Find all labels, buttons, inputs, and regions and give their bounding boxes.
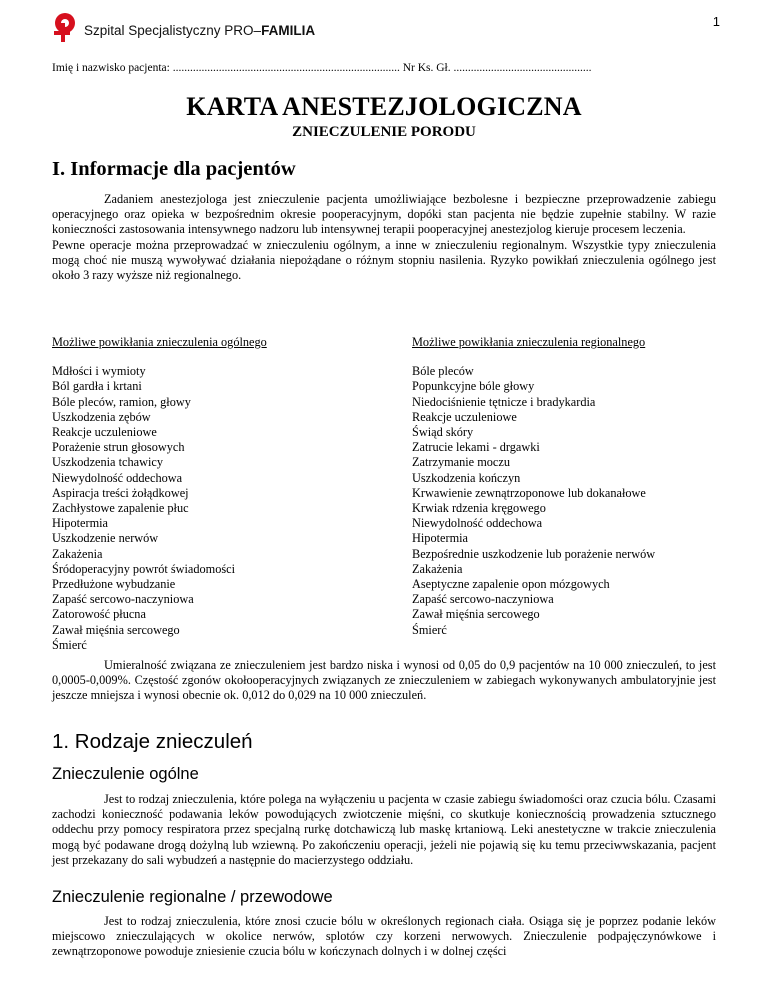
general-complication-item: Aspiracja treści żołądkowej	[52, 485, 189, 500]
general-complication-item: Niewydolność oddechowa	[52, 470, 183, 485]
general-complication-item: Zatorowość płucna	[52, 607, 146, 622]
general-complication-item: Przedłużone wybudzanie	[52, 577, 176, 592]
regional-complication-item: Krwiak rdzenia kręgowego	[412, 501, 546, 516]
hospital-logo	[52, 12, 315, 42]
section-heading-anesthesia-types: 1. Rodzaje znieczuleń	[52, 730, 253, 753]
general-complication-item: Hipotermia	[52, 516, 109, 531]
general-complication-item: Bóle pleców, ramion, głowy	[52, 394, 191, 409]
regional-complication-item: Popunkcyjne bóle głowy	[412, 379, 535, 394]
general-anesthesia-heading: Znieczulenie ogólne	[52, 765, 199, 783]
regional-complications-list	[412, 364, 722, 638]
patient-name-line: Imię i nazwisko pacjenta: ............................................................................... Nr Ks. Gł. ................................................	[52, 62, 592, 74]
regional-complications-heading: Możliwe powikłania znieczulenia regionalnego	[412, 335, 646, 349]
regional-complication-item: Uszkodzenia kończyn	[412, 470, 521, 485]
mortality-paragraph: Umieralność związana ze znieczuleniem jest bardzo niska i wynosi od 0,05 do 0,9 pacjentów na 10 000 znieczuleń, to jest 0,0005-0,009%. Częstość zgonów okołooperacyjnych związanych ze znieczuleniem w zabiegach wykonywanych ambulatoryjnie jest jeszcze mniejsza i wynosi obecnie ok. 0,012 do 0,029 na 10 000 znieczuleń.	[52, 658, 716, 703]
general-complication-item: Zapaść sercowo-naczyniowa	[52, 592, 194, 607]
regional-complication-item: Niewydolność oddechowa	[412, 516, 543, 531]
regional-anesthesia-paragraph: Jest to rodzaj znieczulenia, które znosi czucie bólu w określonych regionach ciała. Osiąga się je poprzez podanie leków miejscowo znieczulających w okolice nerwów, splotów czy korzeni nerwowych. Znieczulenie podpajęczynówkowe i zewnątrzoponowe powoduje zniesienie czucia bólu w kończynach dolnych i w dolnej części	[52, 914, 716, 959]
general-anesthesia-paragraph: Jest to rodzaj znieczulenia, które polega na wyłączeniu u pacjenta w czasie zabiegu świadomości oraz czucia bólu. Czasami zachodzi konieczność podawania leków powodujących zwiotczenie mięśni, co skutkuje koniecznością prowadzenia sztucznego oddechu przy pomocy respiratora przez specjalną rurkę dotchawiczą lub maskę krtaniową. Leki anestetyczne w trakcie znieczulenia mogą być podawane drogą dożylną lub wziewną. Po zakończeniu operacji, jeżeli nie pojawią się ku temu przeciwwskazania, pacjent jest przekazany do sali wybudzeń a następnie do macierzystego oddziału.	[52, 792, 716, 867]
document-subtitle: ZNIECZULENIE PORODU	[292, 124, 476, 140]
regional-complication-item: Zatrzymanie moczu	[412, 455, 510, 470]
regional-complications-column	[412, 335, 722, 638]
regional-complication-item: Śmierć	[412, 622, 447, 637]
general-complication-item: Zawał mięśnia sercowego	[52, 622, 180, 637]
regional-complication-item: Zatrucie lekami - drgawki	[412, 440, 540, 455]
page-number: 1	[712, 14, 720, 29]
general-complications-list	[52, 364, 372, 653]
general-complication-item: Uszkodzenie nerwów	[52, 531, 159, 546]
general-complication-item: Zachłystowe zapalenie płuc	[52, 501, 189, 516]
regional-complication-item: Aseptyczne zapalenie opon mózgowych	[412, 577, 610, 592]
general-complications-column	[52, 335, 372, 653]
regional-anesthesia-heading: Znieczulenie regionalne / przewodowe	[52, 888, 333, 906]
regional-complication-item: Reakcje uczuleniowe	[412, 409, 517, 424]
general-complication-item: Ból gardła i krtani	[52, 379, 142, 394]
document-title: KARTA ANESTEZJOLOGICZNA	[186, 92, 582, 121]
general-complications-heading: Możliwe powikłania znieczulenia ogólnego	[52, 335, 267, 349]
intro-paragraph: Zadaniem anestezjologa jest znieczulenie pacjenta umożliwiające bezbolesne i bezpieczne przeprowadzenie zabiegu operacyjnego oraz opieka w bezpośrednim okresie pooperacyjnym, dopóki stan pacjenta nie będzie zupełnie stabilny. W razie konieczności zastosowania intensywnego nadzoru lub intensywnej terapii pooperacyjnej anestezjolog kieruje procesem leczenia. Pewne operacje można przeprowadzać w znieczuleniu ogólnym, a inne w znieczuleniu regionalnym. Wszystkie typy znieczulenia mogą choć nie muszą wywoływać działania niepożądane o różnym stopniu nasilenia. Ryzyko powikłań znieczulenia ogólnego jest około 3 razy wyższe niż regionalnego.	[52, 192, 716, 283]
regional-complication-item: Zawał mięśnia sercowego	[412, 607, 540, 622]
hospital-logo-icon	[52, 12, 78, 42]
regional-complication-item: Zapaść sercowo-naczyniowa	[412, 592, 554, 607]
general-complication-item: Reakcje uczuleniowe	[52, 425, 157, 440]
general-complication-item: Uszkodzenia tchawicy	[52, 455, 163, 470]
regional-complication-item: Świąd skóry	[412, 425, 474, 440]
regional-complication-item: Bezpośrednie uszkodzenie lub porażenie nerwów	[412, 546, 656, 561]
regional-complication-item: Bóle pleców	[412, 364, 474, 379]
general-complication-item: Porażenie strun głosowych	[52, 440, 185, 455]
section-heading-information: I. Informacje dla pacjentów	[52, 158, 296, 180]
general-complication-item: Śródoperacyjny powrót świadomości	[52, 561, 236, 576]
general-complication-item: Uszkodzenia zębów	[52, 409, 151, 424]
regional-complication-item: Hipotermia	[412, 531, 469, 546]
general-complication-item: Mdłości i wymioty	[52, 364, 146, 379]
regional-complication-item: Zakażenia	[412, 561, 463, 576]
hospital-name: Szpital Specjalistyczny PRO–FAMILIA	[84, 22, 316, 38]
general-complication-item: Zakażenia	[52, 546, 103, 561]
general-complication-item: Śmierć	[52, 637, 87, 652]
regional-complication-item: Krwawienie zewnątrzoponowe lub dokanałowe	[412, 485, 646, 500]
regional-complication-item: Niedociśnienie tętnicze i bradykardia	[412, 394, 596, 409]
